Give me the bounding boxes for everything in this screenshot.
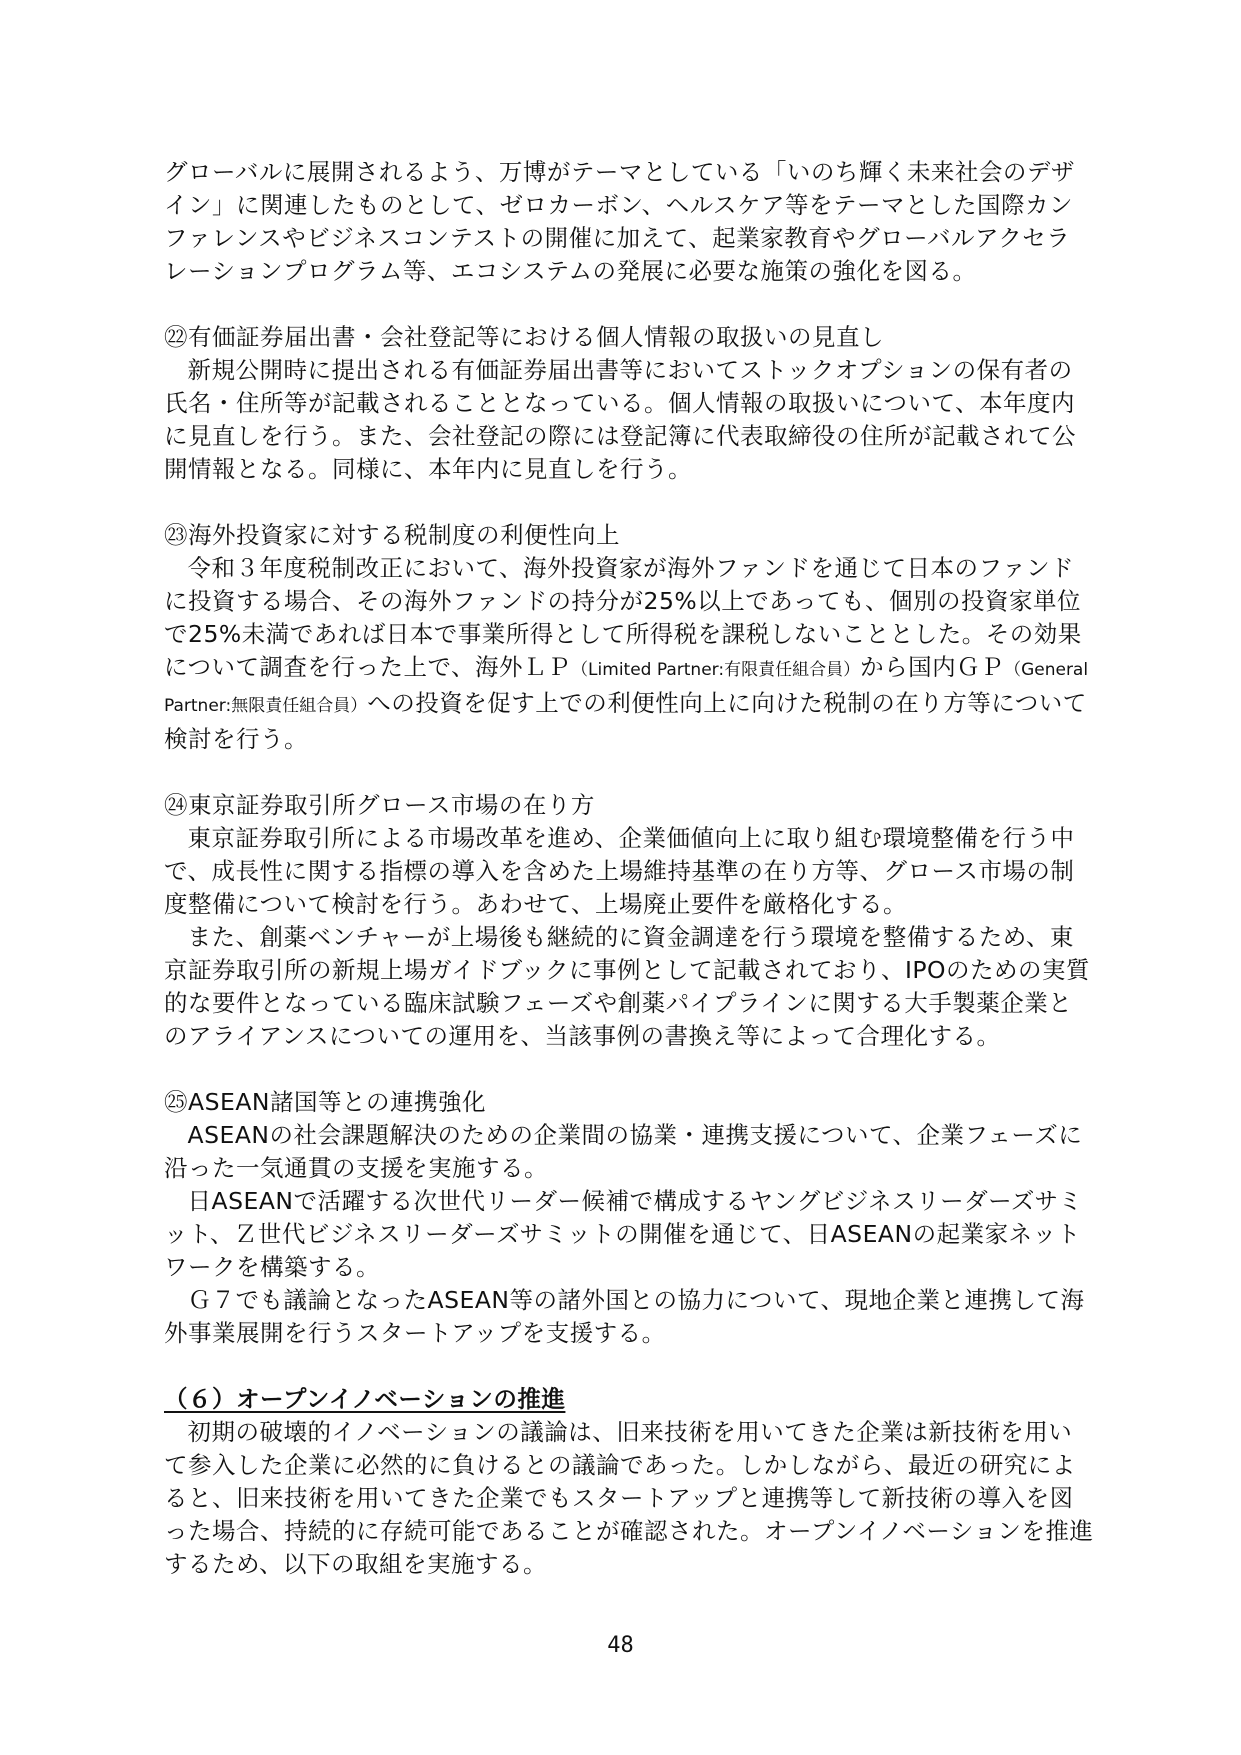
spacer [164,486,1094,519]
item-24-heading: ㉔東京証券取引所グロース市場の在り方 [164,791,595,819]
spacer [164,1350,1094,1383]
item-23-body [164,552,1094,756]
item-22-body: 新規公開時に提出される有価証券届出書等においてストックオプションの保有者の氏名・住所等が記載されることとなっている。個人情報の取扱いについて、本年度内に見直しを行う。また、会社登記の際には登記簿に代表取締役の住所が記載されて公開情報となる。同様に、本年内に見直しを行う。 [164,356,1076,483]
spacer [164,288,1094,321]
item-24-body-2: また、創薬ベンチャーが上場後も継続的に資金調達を行う環境を整備するため、東京証券取引所の新規上場ガイドブックに事例として記載されており、IPOのための実質的な要件となっている臨床試験フェーズや創薬パイプラインに関する大手製薬企業とのアライアンスについての運用を、当該事例の書換え等によって合理化する。 [164,923,1091,1050]
page-number: 48 [607,1633,634,1658]
item-23-body-part2: から国内ＧＰ [860,653,1005,681]
lp-note: （Limited Partner:有限責任組合員） [571,660,861,680]
item-23-body-part1: 令和３年度税制改正において、海外投資家が海外ファンドを通じて日本のファンドに投資する場合、その海外ファンドの持分が25%以上であっても、個別の投資家単位で25%未満であれば日本で事業所得として所得税を課税しないこととした。その効果について調査を行った上で、海外ＬＰ [164,554,1082,681]
item-25-body-2: 日ASEANで活躍する次世代リーダー候補で構成するヤングビジネスリーダーズサミット、Ｚ世代ビジネスリーダーズサミットの開催を通じて、日ASEANの起業家ネットワークを構築する。 [164,1187,1083,1281]
intro-paragraph: グローバルに展開されるよう、万博がテーマとしている「いのち輝く未来社会のデザイン」に関連したものとして、ゼロカーボン、ヘルスケア等をテーマとした国際カンファレンスやビジネスコンテストの開催に加えて、起業家教育やグローバルアクセラレーションプログラム等、エコシステムの発展に必要な施策の強化を図る。 [164,158,1075,285]
spacer [164,1053,1094,1086]
section-6-body: 初期の破壊的イノベーションの議論は、旧来技術を用いてきた企業は新技術を用いて参入した企業に必然的に負けるとの議論であった。しかしながら、最近の研究によると、旧来技術を用いてきた企業でもスタートアップと連携等して新技術の導入を図った場合、持続的に存続可能であることが確認された。オープンイノベーションを推進するため、以下の取組を実施する。 [164,1418,1094,1578]
item-25-body-1: ASEANの社会課題解決のための企業間の協業・連携支援について、企業フェーズに沿った一気通貫の支援を実施する。 [164,1121,1083,1182]
item-24-body-1: 東京証券取引所による市場改革を進め、企業価値向上に取り組む環境整備を行う中で、成長性に関する指標の導入を含めた上場維持基準の在り方等、グロース市場の制度整備について検討を行う。あわせて、上場廃止要件を厳格化する。 [164,824,1075,918]
gp-note: （General Partner:無限責任組合員） [164,660,1094,716]
item-25-heading: ㉕ASEAN諸国等との連携強化 [164,1088,486,1116]
item-22-heading: ㉒有価証券届出書・会社登記等における個人情報の取扱いの見直し [164,323,884,351]
item-23-heading: ㉓海外投資家に対する税制度の利便性向上 [164,521,620,549]
spacer [164,756,1094,789]
section-6-title: （６）オープンイノベーションの推進 [164,1385,566,1413]
item-25-body-3: Ｇ７でも議論となったASEAN等の諸外国との協力について、現地企業と連携して海外事業展開を行うスタートアップを支援する。 [164,1286,1085,1347]
item-23-body-part3: への投資を促す上での利便性向上に向けた税制の在り方等について検討を行う。 [164,689,1087,753]
document-page [164,156,1094,1581]
